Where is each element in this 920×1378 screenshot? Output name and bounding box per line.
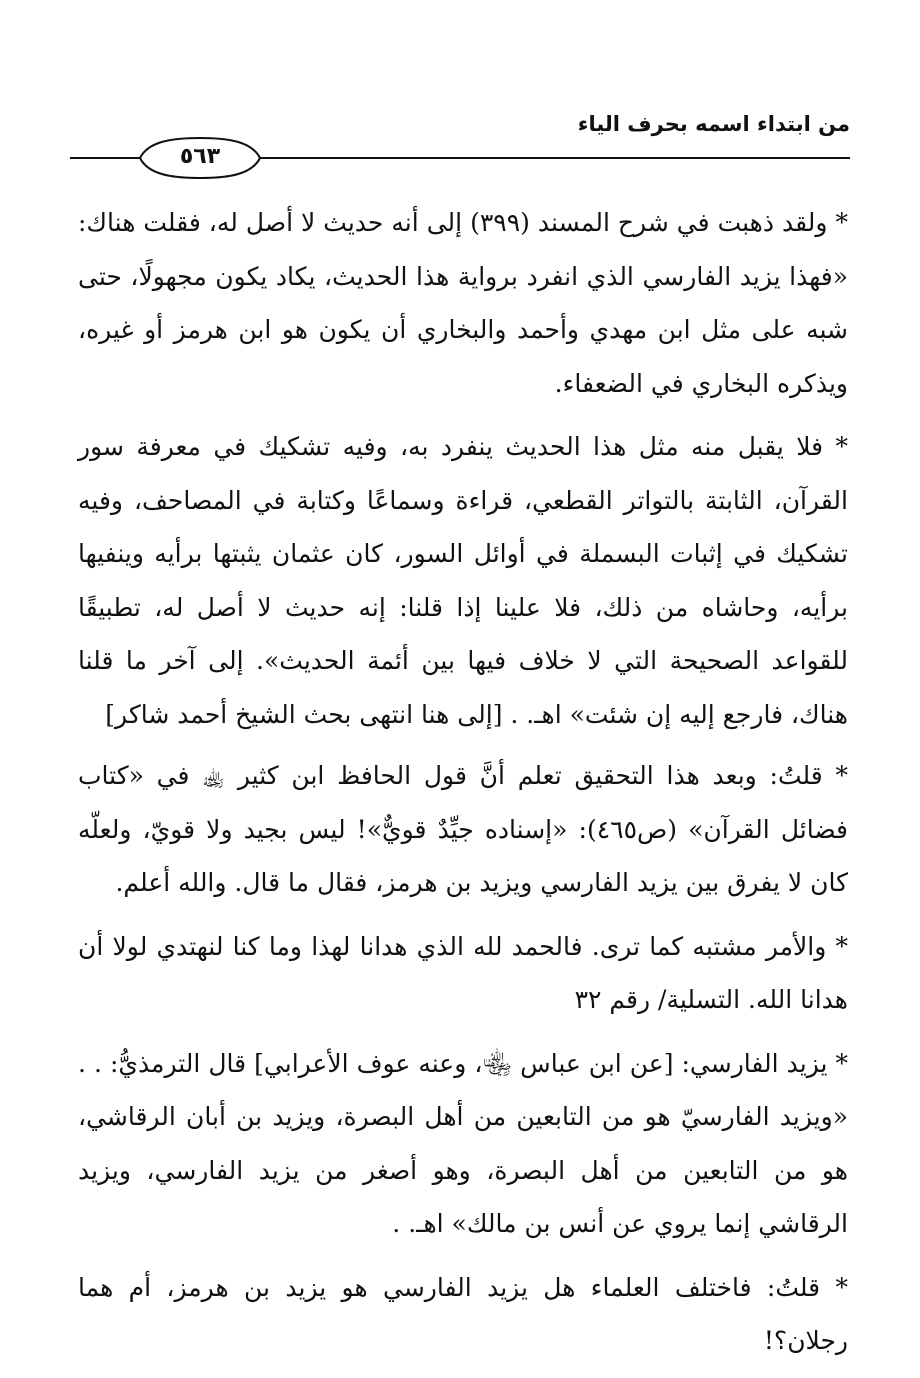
paragraph: * يزيد الفارسي: [عن ابن عباس ﵄، وعنه عوف الأعرابي] قال الترمذيُّ: . . «ويزيد الفارسيّ هو من التابعين من أهل البصرة، ويزيد بن أبان الرقاشي، هو من التابعين من أهل البصرة، وهو أصغر من يزيد الفارسي، ويزيد الرقاشي إنما يروي عن أنس بن مالك» اهـ. . xyxy=(78,1048,848,1238)
paragraph: * قلتُ: وبعد هذا التحقيق تعلم أنَّ قول الحافظ ابن كثير ﵀ في «كتاب فضائل القرآن» (ص٤٦٥): «إسناده جيِّدٌ قويٌّ»! ليس بجيد ولا قويّ، ولعلّه كان لا يفرق بين يزيد الفارسي ويزيد بن هرمز، فقال ما قال. والله أعلم. xyxy=(78,761,848,897)
paragraph: * والأمر مشتبه كما ترى. فالحمد لله الذي هدانا لهذا وما كنا لنهتدي لولا أن هدانا الله. التسلية/ رقم ٣٢ xyxy=(78,931,848,1014)
running-title: من ابتداء اسمه بحرف الياء xyxy=(577,112,850,136)
page-header xyxy=(70,112,850,182)
body-text xyxy=(78,196,848,1378)
paragraph: * قلتُ: فاختلف العلماء هل يزيد الفارسي هو يزيد بن هرمز، أم هما رجلان؟! xyxy=(78,1272,848,1355)
page-number: ٥٦٣ xyxy=(179,143,221,169)
paragraph: * ولقد ذهبت في شرح المسند (٣٩٩) إلى أنه حديث لا أصل له، فقلت هناك: «فهذا يزيد الفارسي الذي انفرد برواية هذا الحديث، يكاد يكون مجهولًا، حتى شبه على مثل ابن مهدي وأحمد والبخاري أن يكون هو ابن هرمز أو غيره، ويذكره البخاري في الضعفاء. xyxy=(78,208,848,398)
paragraph: * فلا يقبل منه مثل هذا الحديث ينفرد به، وفيه تشكيك في معرفة سور القرآن، الثابتة بالتواتر القطعي، قراءة وسماعًا وكتابة في المصاحف، وفيه تشكيك في إثبات البسملة في أوائل السور، كان عثمان يثبتها برأيه وينفيها برأيه، وحاشاه من ذلك، فلا علينا إذا قلنا: إنه حديث لا أصل له، تطبيقًا للقواعد الصحيحة التي لا خلاف فيها بين أئمة الحديث». إلى آخر ما قلنا هناك، فارجع إليه إن شئت» اهـ. . [إلى هنا انتهى بحث الشيخ أحمد شاكر] xyxy=(78,432,848,729)
